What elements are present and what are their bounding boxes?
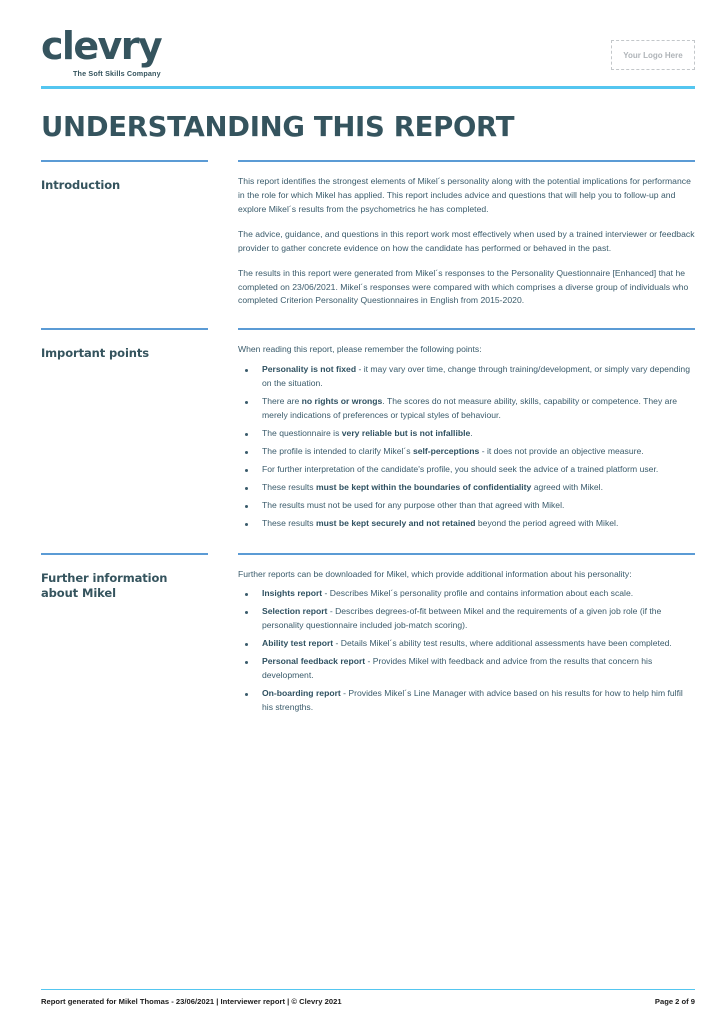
header-divider	[41, 86, 695, 89]
section-title-further-information: Further information about Mikel	[41, 570, 168, 601]
list-item-emphasis: no rights or wrongs	[301, 396, 383, 407]
list-item-text: .	[470, 427, 473, 438]
report-content	[41, 160, 695, 729]
further-information-lead: Further reports can be downloaded for Mikel, which provide additional information about his personality:	[238, 568, 632, 579]
list-item	[238, 517, 695, 531]
list-item	[238, 481, 695, 495]
intro-paragraph-3: The results in this report were generated from Mikel´s responses to the Personality Questionnaire [Enhanced] that he completed on 23/06/2021. Mikel´s responses were compared with which comprises a diverse group of individuals who completed Criterion Personality Questionnaires in English from 2015-2020.	[238, 267, 689, 306]
important-points-lead: When reading this report, please remember the following points:	[238, 344, 482, 355]
logo-placeholder-box	[611, 40, 695, 70]
section-heading-column	[41, 553, 238, 602]
list-item-emphasis: On-boarding report	[262, 687, 341, 698]
section-important-points	[41, 328, 695, 530]
logo-wordmark: clevry	[41, 24, 162, 68]
list-item	[238, 463, 695, 477]
footer-row	[41, 997, 695, 1006]
section-introduction	[41, 160, 695, 308]
list-item-text: There are	[262, 396, 302, 407]
list-item-emphasis: very reliable but is not infallible	[341, 427, 471, 438]
list-item-emphasis: must be kept securely and not retained	[315, 517, 476, 528]
list-item-text: For further interpretation of the candidate's profile, you should seek the advice of a trained platform user.	[262, 463, 659, 474]
section-body-column	[238, 160, 695, 308]
list-item	[238, 427, 695, 441]
important-points-list	[238, 363, 695, 530]
list-item	[238, 499, 695, 513]
list-item-emphasis: Personal feedback report	[262, 656, 366, 667]
list-item	[238, 587, 695, 601]
section-rule-right	[238, 553, 695, 555]
list-item-text: - Provides Mikel with feedback and advice from the results that concern his development.	[262, 656, 653, 681]
list-item-text: - Provides Mikel´s Line Manager with advice based on his results for how to help him fulfil his strengths.	[262, 687, 683, 712]
list-item-emphasis: Selection report	[262, 606, 328, 617]
list-item	[238, 637, 695, 651]
list-item-text: - it may vary over time, change through training/development, or simply vary depending on the situation.	[262, 364, 690, 389]
list-item-text: These results	[262, 481, 316, 492]
list-item-text: beyond the period agreed with Mikel.	[475, 517, 619, 528]
list-item-text: - Describes Mikel´s personality profile and contains information about each scale.	[322, 588, 634, 599]
list-item-text: The profile is intended to clarify Mikel´s	[262, 445, 413, 456]
list-item-text: - it does not provide an objective measure.	[479, 445, 644, 456]
list-item-text: agreed with Mikel.	[531, 481, 603, 492]
section-title-introduction: Introduction	[41, 178, 121, 192]
clevry-logo	[41, 24, 301, 78]
page-header	[0, 0, 724, 96]
further-information-list	[238, 587, 695, 714]
section-heading-column	[41, 328, 238, 362]
list-item-text: . The scores do not measure ability, skills, capability or competence. They are merely indications of preferences or typical styles of behaviour.	[262, 396, 678, 421]
list-item-text: These results	[262, 517, 316, 528]
list-item-emphasis: Ability test report	[262, 638, 334, 649]
list-item	[238, 395, 695, 423]
footer-page-number: Page 2 of 9	[654, 997, 695, 1006]
list-item-text: The results must not be used for any purpose other than that agreed with Mikel.	[262, 499, 565, 510]
section-rule-left	[41, 160, 208, 162]
list-item	[238, 687, 695, 715]
section-body-column	[238, 328, 695, 530]
list-item-emphasis: Insights report	[262, 588, 323, 599]
section-rule-right	[238, 328, 695, 330]
intro-paragraph-2: The advice, guidance, and questions in this report work most effectively when used by a trained interviewer or feedback provider to gather concrete evidence on how the candidate has performed or behaved in the past.	[238, 228, 695, 253]
section-rule-right	[238, 160, 695, 162]
section-body-column	[238, 553, 695, 715]
list-item	[238, 655, 695, 683]
footer-report-info: Report generated for Mikel Thomas - 23/06/2021 | Interviewer report | © Clevry 2021	[41, 997, 342, 1006]
section-heading-column	[41, 160, 238, 194]
logo-placeholder-label: Your Logo Here	[623, 50, 683, 60]
list-item	[238, 445, 695, 459]
page-footer	[41, 989, 695, 1007]
list-item-text: - Describes degrees-of-fit between Mikel and the requirements of a given job role (if the personality questionnaire included job-match scoring).	[262, 606, 662, 631]
list-item	[238, 605, 695, 633]
list-item-text: - Details Mikel´s ability test results, where additional assessments have been completed.	[333, 638, 672, 649]
section-rule-left	[41, 553, 208, 555]
list-item-emphasis: self-perceptions	[412, 445, 480, 456]
list-item-emphasis: must be kept within the boundaries of confidentiality	[315, 481, 532, 492]
list-item-text: The questionnaire is	[262, 427, 342, 438]
section-rule-left	[41, 328, 208, 330]
footer-divider	[41, 989, 695, 991]
logo-tagline: The Soft Skills Company	[73, 69, 161, 78]
list-item	[238, 363, 695, 391]
page-title: UNDERSTANDING THIS REPORT	[41, 111, 515, 143]
section-further-information	[41, 553, 695, 715]
section-title-important-points: Important points	[41, 346, 150, 361]
intro-paragraph-1: This report identifies the strongest elements of Mikel´s personality along with the potential implications for performance in the role for which Mikel has applied. This report includes advice and questions that will help you to follow-up and explore Mikel´s results from the psychometrics he has completed.	[238, 176, 691, 214]
list-item-emphasis: Personality is not fixed	[262, 364, 357, 375]
